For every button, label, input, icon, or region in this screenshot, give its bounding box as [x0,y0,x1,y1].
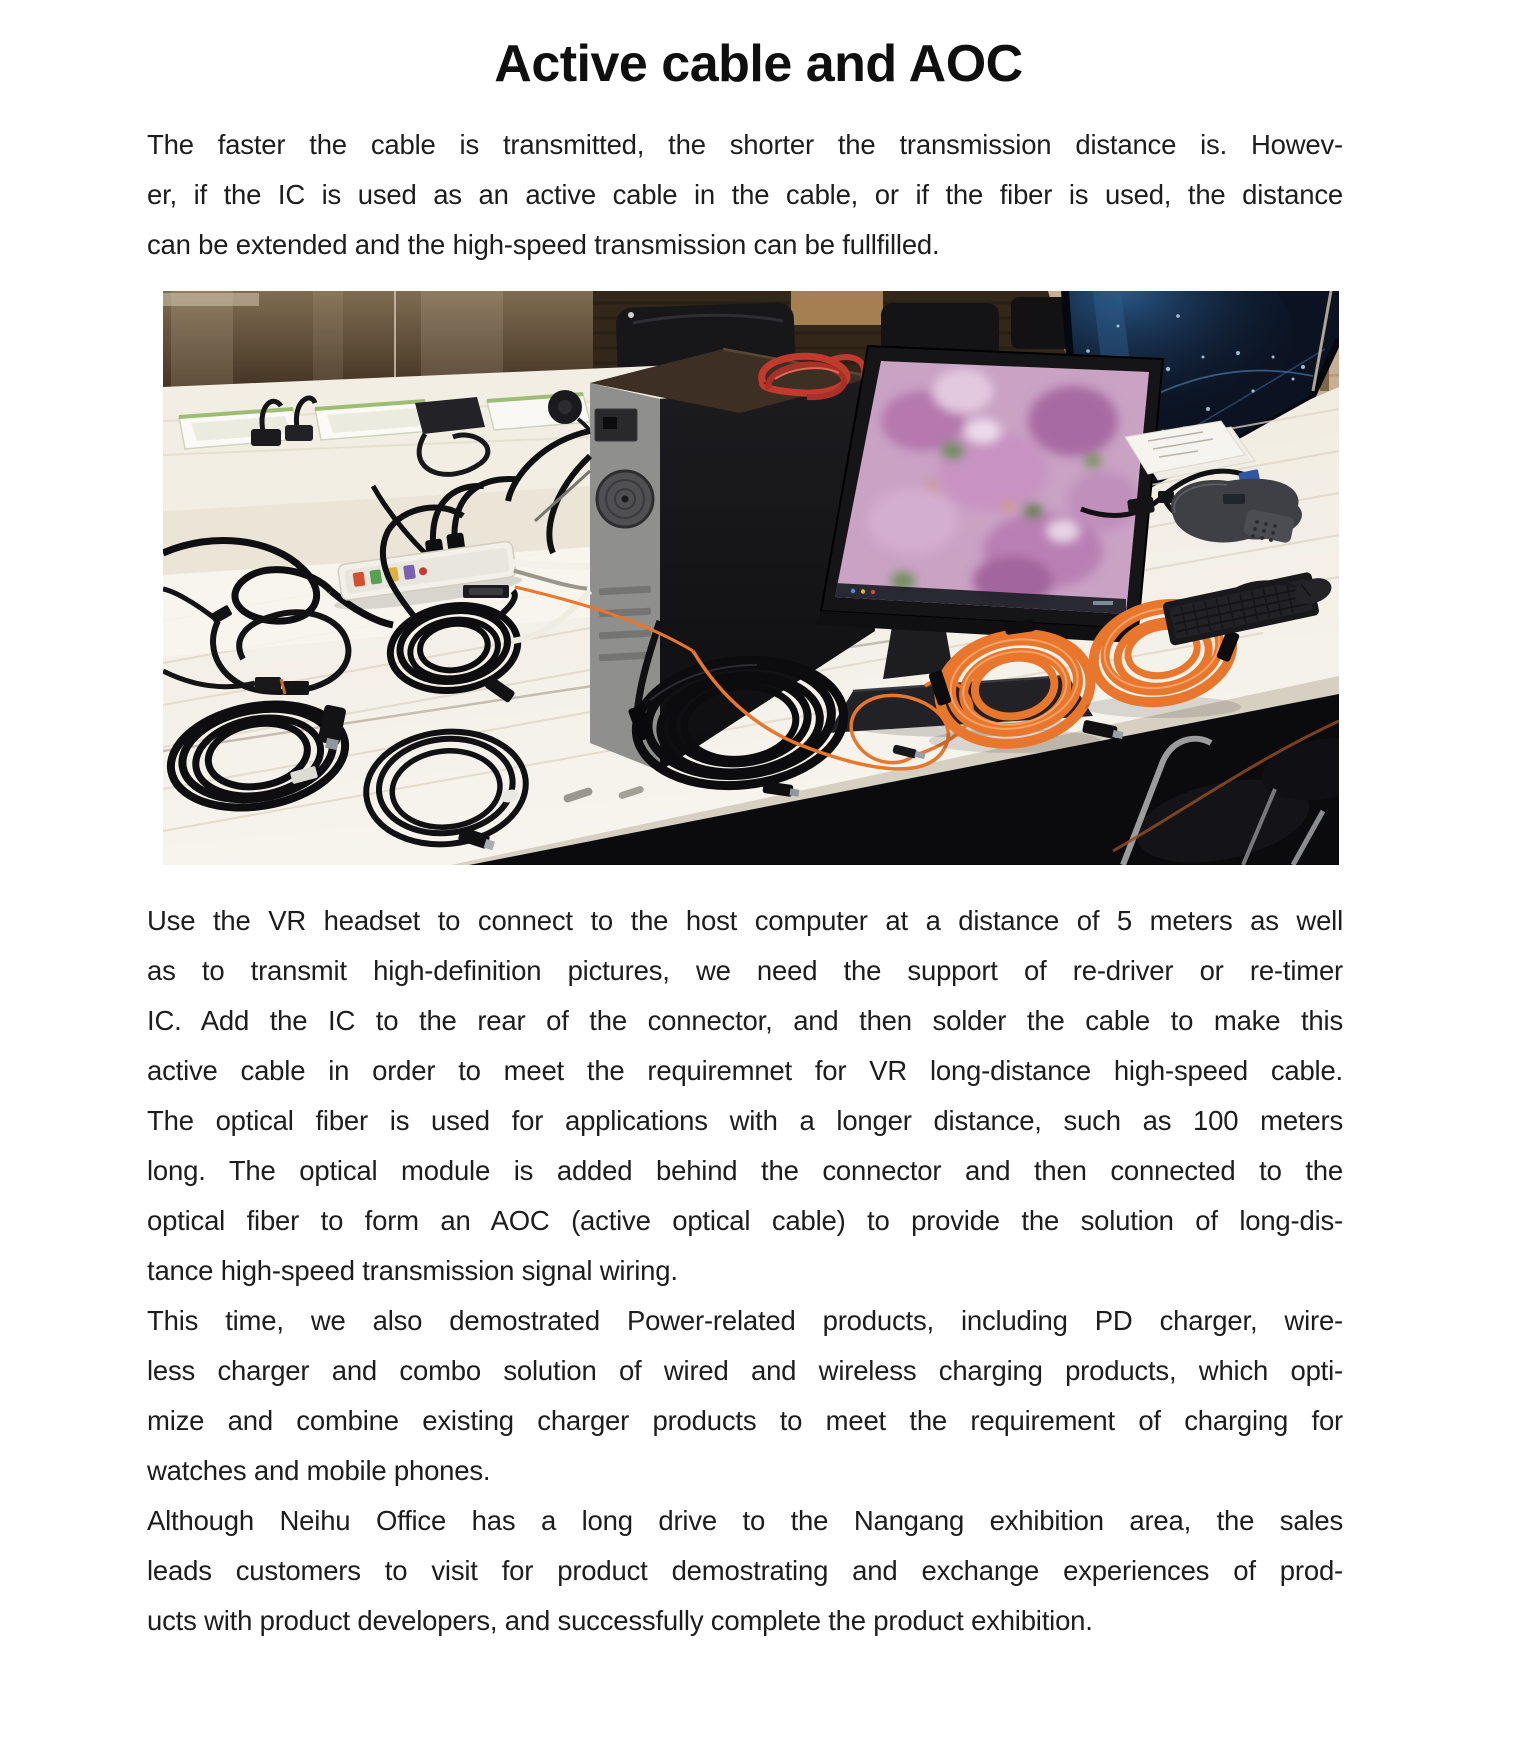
intro-paragraph [147,120,1343,270]
body-paragraphs [147,896,1343,1646]
paragraph-line: can be extended and the high-speed transmission can be fullfilled. [147,229,940,260]
paragraph-line: The optical fiber is used for applications with a longer distance, such as 100 meters [147,1105,1343,1136]
paragraph-line: The faster the cable is transmitted, the shorter the transmission distance is. Howev- [147,129,1343,160]
paragraph-line: long. The optical module is added behind the connector and then connected to the [147,1155,1343,1186]
paragraph-line: This time, we also demostrated Power-related products, including PD charger, wire- [147,1305,1343,1336]
paragraph-line: as to transmit high-definition pictures, we need the support of re-driver or re-timer [147,955,1343,986]
paragraph-line: Although Neihu Office has a long drive to the Nangang exhibition area, the sales [147,1505,1343,1536]
paragraph-line: Use the VR headset to connect to the host computer at a distance of 5 meters as well [147,905,1343,936]
paragraph-line: tance high-speed transmission signal wiring. [147,1255,678,1286]
paragraph-line: optical fiber to form an AOC (active optical cable) to provide the solution of long-dis- [147,1205,1343,1236]
paragraph-line: er, if the IC is used as an active cable in the cable, or if the fiber is used, the distance [147,179,1343,210]
paragraph-line: IC. Add the IC to the rear of the connector, and then solder the cable to make this [147,1005,1343,1036]
page-title: Active cable and AOC [494,35,1023,93]
paragraph-line: ucts with product developers, and successfully complete the product exhibition. [147,1605,1093,1636]
paragraph-line: watches and mobile phones. [147,1455,491,1486]
paragraph-line: mize and combine existing charger products to meet the requirement of charging for [147,1405,1343,1436]
photo-conference-phone [1171,479,1302,544]
photo-illustration [163,291,1339,865]
paragraph-line: active cable in order to meet the requiremnet for VR long-distance high-speed cable. [147,1055,1343,1086]
photo-monitor [817,346,1163,643]
article-photo [163,291,1339,865]
paragraph-line: leads customers to visit for product demostrating and exchange experiences of prod- [147,1555,1343,1586]
doorway [791,291,883,325]
fan-vent [597,471,653,527]
paragraph-line: less charger and combo solution of wired and wireless charging products, which opti- [147,1355,1343,1386]
